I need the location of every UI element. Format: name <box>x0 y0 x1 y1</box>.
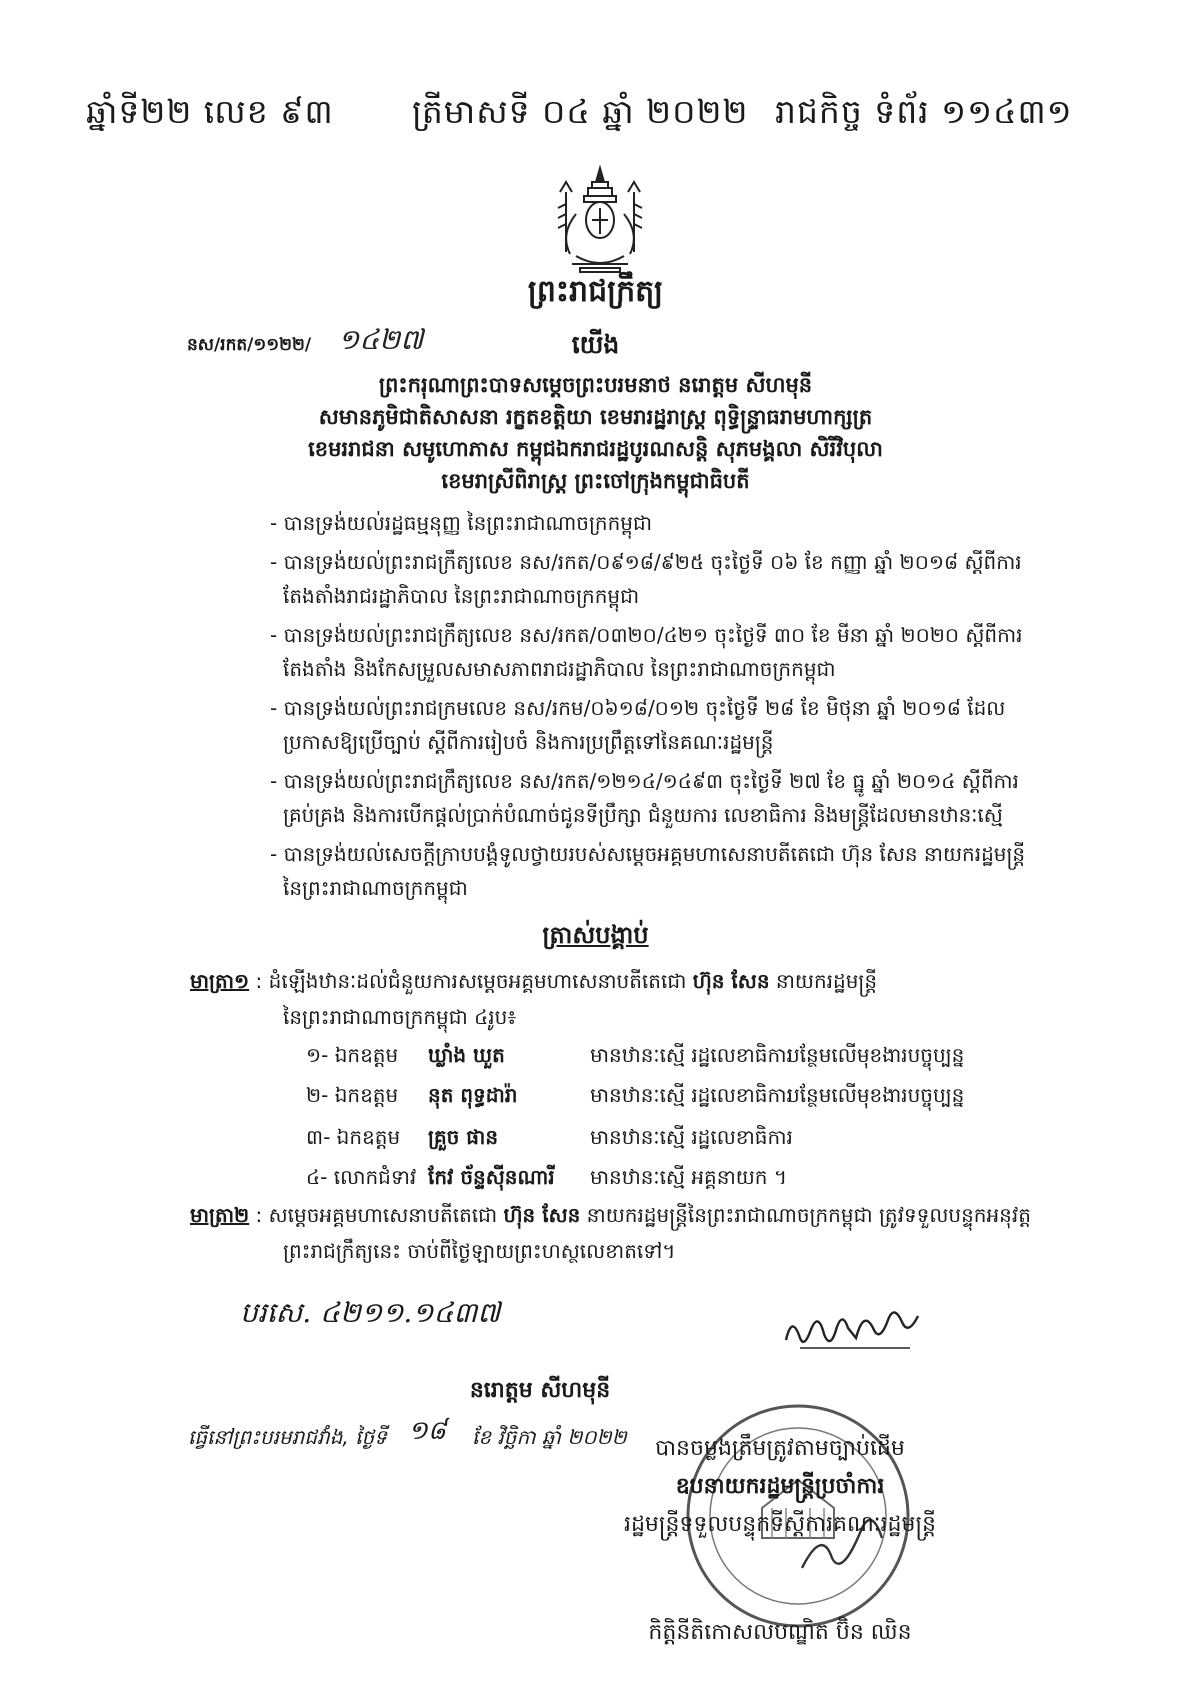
gazette-year-issue: ឆ្នាំទី២២ លេខ ៩៣ <box>86 92 334 131</box>
made-day-handwritten: ១៨ <box>408 1416 447 1446</box>
basis-item-5-cont: គ្រប់គ្រង និងការបើកផ្តល់ប្រាក់បំណាច់ជូនទីប្រឹក្សា ជំនួយការ លេខាធិការ និងមន្ត្រីដែលមានឋានៈស្មើ <box>283 803 1003 827</box>
royal-title-line-2: សមានភូមិជាតិសាសនា រក្ខតខត្តិយា ខេមរារដ្ឋរាស្ត្រ ពុទ្ធិន្ទ្រាធរាមហាក្សត្រ <box>318 405 873 429</box>
person-4-rank: មានឋានៈស្មើ អគ្គនាយក ។ <box>590 1165 788 1189</box>
basis-item-4-cont: ប្រកាសឱ្យប្រើច្បាប់ ស្តីពីការរៀបចំ និងការប្រព្រឹត្តទៅនៃគណៈរដ្ឋមន្ត្រី <box>283 730 774 754</box>
person-2-number: ២- ឯកឧត្តម <box>306 1083 399 1107</box>
person-1-number: ១- ឯកឧត្តម <box>306 1043 399 1067</box>
we-heading: យើង <box>571 330 620 359</box>
article-1 <box>190 968 877 998</box>
person-3-name: គ្រួច ផាន <box>428 1125 499 1149</box>
gazette-page: រាជកិច្ច ទំព័រ ១១៤៣១ <box>775 92 1073 131</box>
article-2-text-b: នាយករដ្ឋមន្ត្រីនៃព្រះរាជាណាចក្រកម្ពុជា ត្រូវទទួលបន្ទុកអនុវត្ត <box>580 1203 1031 1227</box>
registration-handwritten: បរសេ. ៤២១១.១៤៣៧ <box>240 1296 501 1329</box>
article-2-text-a: : សម្តេចអគ្គមហាសេនាបតីតេជោ <box>249 1203 504 1227</box>
basis-item-2: - បានទ្រង់យល់ព្រះរាជក្រឹត្យលេខ នស/រកត/០៩១៨/៩២៥ ចុះថ្ងៃទី ០៦ ខែ កញ្ញា ឆ្នាំ ២០១៨ ស្តីពីការ <box>270 550 1022 574</box>
article-1-text-b: នាយករដ្ឋមន្ត្រី <box>769 969 878 993</box>
gazette-quarter: ត្រីមាសទី ០៤ ឆ្នាំ ២០២២ <box>412 92 749 131</box>
signer-name: នរោត្តម សីហមុនី <box>469 1378 611 1403</box>
basis-item-6-cont: នៃព្រះរាជាណាចក្រកម្ពុជា <box>283 876 468 900</box>
certified-copy-text: បានចម្លងត្រឹមត្រូវតាមច្បាប់ដើម <box>655 1436 905 1461</box>
made-at-text: ធ្វើនៅព្រះបរមរាជវាំង, ថ្ងៃទី <box>188 1425 387 1449</box>
person-1-name: ឃ្លាំង ឃួត <box>428 1043 505 1067</box>
basis-item-2-cont: តែងតាំងរាជរដ្ឋាភិបាល នៃព្រះរាជាណាចក្រកម្ពុជា <box>283 584 640 608</box>
person-2-extra: បន្ថែមលើមុខងារបច្ចុប្បន្ន <box>787 1083 965 1107</box>
royal-coat-of-arms-icon <box>546 164 654 276</box>
person-3-rank: មានឋានៈស្មើ រដ្ឋលេខាធិការ <box>590 1125 793 1149</box>
basis-item-6: - បានទ្រង់យល់សេចក្តីក្រាបបង្គំទូលថ្វាយរបស់សម្តេចអគ្គមហាសេនាបតីតេជោ ហ៊ុន សែន នាយករដ្ឋមន្ត្រី <box>270 842 1026 866</box>
decree-number-prefix: នស/រកត/១១២២/ <box>187 335 312 355</box>
royal-title-line-4: ខេមរាស្រីពិរាស្ត្រ ព្រះចៅក្រុងកម្ពុជាធិបតី <box>441 469 750 493</box>
article-2 <box>190 1202 1031 1232</box>
basis-item-5: - បានទ្រង់យល់ព្រះរាជក្រឹត្យលេខ នស/រកត/១២១៤/១៤៩៣ ចុះថ្ងៃទី ២៧ ខែ ធ្នូ ឆ្នាំ ២០១៤ ស្តីពីការ <box>270 769 1019 793</box>
basis-item-3-cont: តែងតាំង និងកែសម្រួលសមាសភាពរាជរដ្ឋាភិបាល នៃព្រះរាជាណាចក្រកម្ពុជា <box>283 657 836 681</box>
article-2-label: មាត្រា២ <box>190 1203 250 1227</box>
king-signature <box>780 1296 930 1356</box>
basis-item-1: - បានទ្រង់យល់រដ្ឋធម្មនុញ្ញ នៃព្រះរាជាណាចក្រកម្ពុជា <box>270 511 653 535</box>
person-1-rank: មានឋានៈស្មើ រដ្ឋលេខាធិការ <box>590 1043 793 1067</box>
person-4-name: កែវ ច័ន្ទស៊ីនណារី <box>428 1165 555 1189</box>
person-4-number: ៤- លោកជំទាវ <box>306 1165 417 1189</box>
basis-item-4: - បានទ្រង់យល់ព្រះរាជក្រមលេខ នស/រកម/០៦១៨/០១២ ចុះថ្ងៃទី ២៨ ខែ មិថុនា ឆ្នាំ ២០១៨ ដែល <box>270 696 1006 720</box>
article-1-line-2: នៃព្រះរាជាណាចក្រកម្ពុជា ៤រូប៖ <box>283 1005 517 1029</box>
royal-title-line-3: ខេមររាជនា សមូហោភាស កម្ពុជឯករាជរដ្ឋបូរណសន្តិ សុភមង្គលា សិរីវិបុលា <box>308 437 883 461</box>
document-title: ព្រះរាជក្រឹត្យ <box>527 274 664 309</box>
person-2-rank: មានឋានៈស្មើ រដ្ឋលេខាធិការ <box>590 1083 793 1107</box>
basis-item-3: - បានទ្រង់យល់ព្រះរាជក្រឹត្យលេខ នស/រកត/០៣២០/៤២១ ចុះថ្ងៃទី ៣០ ខែ មីនា ឆ្នាំ ២០២០ ស្តីពីការ <box>270 623 1023 647</box>
decree-number-handwritten: ១៤២៧ <box>338 323 424 356</box>
order-heading: ត្រាស់បង្គាប់ <box>542 921 649 949</box>
deputy-name: កិត្តិនីតិកោសលបណ្ឌិត ប៊ិន ឈិន <box>648 1620 912 1645</box>
signer-office-1: ឧបនាយករដ្ឋមន្ត្រីប្រចាំការ <box>675 1474 885 1499</box>
royal-title-line-1: ព្រះករុណាព្រះបាទសម្តេចព្រះបរមនាថ នរោត្តម សីហមុនី <box>378 373 813 397</box>
person-1-extra: បន្ថែមលើមុខងារបច្ចុប្បន្ន <box>787 1043 965 1067</box>
person-3-number: ៣- ឯកឧត្តម <box>306 1125 401 1149</box>
made-month-year: ខែ វិច្ឆិកា ឆ្នាំ ២០២២ <box>472 1425 627 1449</box>
article-1-name: ហ៊ុន សែន <box>692 969 770 993</box>
person-2-name: នុត ពុទ្ធដារ៉ា <box>428 1083 518 1107</box>
signer-office-2: រដ្ឋមន្ត្រីទទួលបន្ទុកទីស្តីការគណៈរដ្ឋមន្ត្រី <box>623 1512 936 1537</box>
article-1-text-a: : ដំឡើងឋានៈដល់ជំនួយការសម្តេចអគ្គមហាសេនាបតីតេជោ <box>249 969 693 993</box>
article-2-line-2: ព្រះរាជក្រឹត្យនេះ ចាប់ពីថ្ងៃឡាយព្រះហស្ថលេខាតទៅ។ <box>283 1239 676 1263</box>
article-2-name: ហ៊ុន សែន <box>503 1203 581 1227</box>
article-1-label: មាត្រា១ <box>190 969 250 993</box>
